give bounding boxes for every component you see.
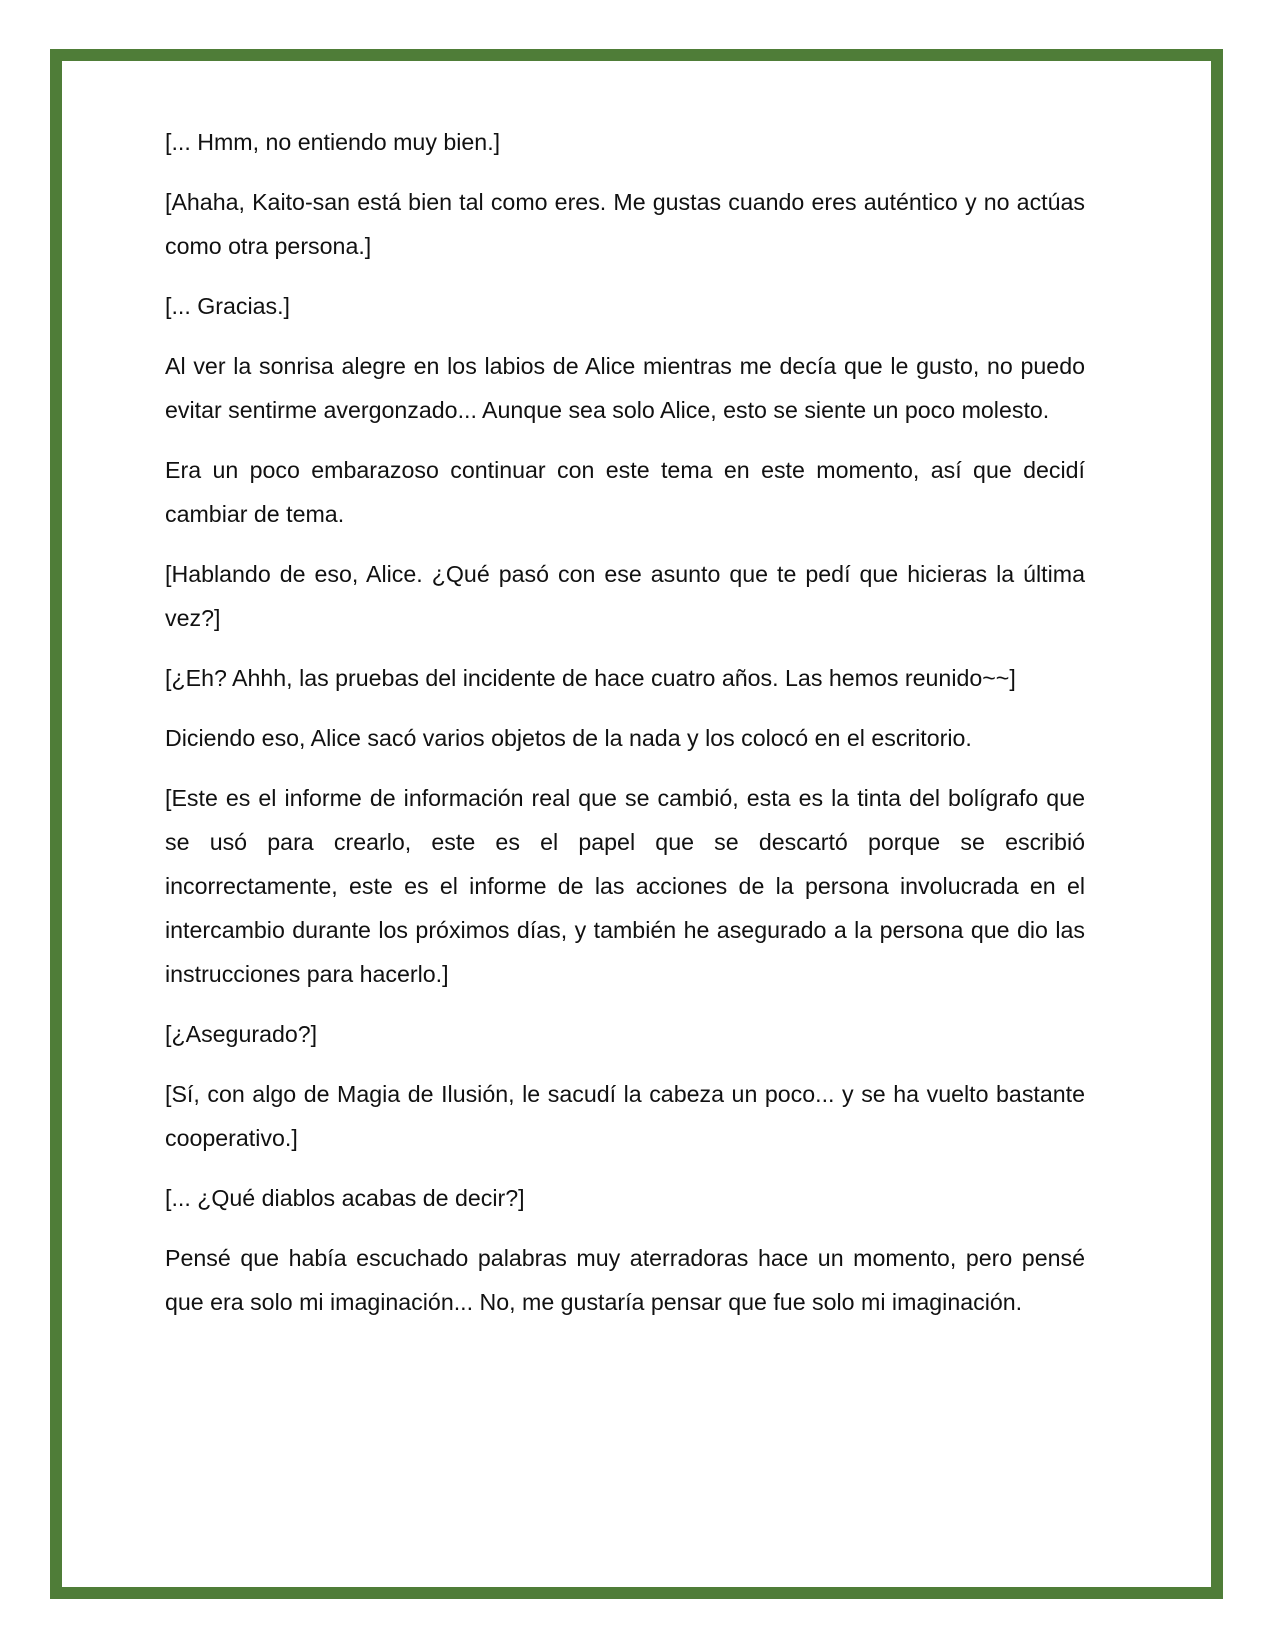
paragraph-12: [... ¿Qué diablos acabas de decir?] [165,1185,525,1211]
paragraph-11: [Sí, con algo de Magia de Ilusión, le sacudí la cabeza un poco... y se ha vuelto bastante cooperativo.] [165,1081,1085,1151]
paragraph-5: Era un poco embarazoso continuar con este tema en este momento, así que decidí cambiar de tema. [165,457,1085,527]
paragraph-6: [Hablando de eso, Alice. ¿Qué pasó con ese asunto que te pedí que hicieras la última vez?] [165,561,1085,631]
paragraph-8: Diciendo eso, Alice sacó varios objetos de la nada y los colocó en el escritorio. [165,725,972,751]
paragraph-4: Al ver la sonrisa alegre en los labios de Alice mientras me decía que le gusto, no puedo evitar sentirme avergonzado... Aunque sea solo Alice, esto se siente un poco molesto. [165,353,1085,423]
document-body [165,120,1085,1340]
paragraph-1: [... Hmm, no entiendo muy bien.] [165,129,501,155]
paragraph-2: [Ahaha, Kaito-san está bien tal como eres. Me gustas cuando eres auténtico y no actúas como otra persona.] [165,189,1085,259]
paragraph-3: [... Gracias.] [165,293,290,319]
paragraph-13: Pensé que había escuchado palabras muy aterradoras hace un momento, pero pensé que era solo mi imaginación... No, me gustaría pensar que fue solo mi imaginación. [165,1245,1085,1315]
paragraph-9: [Este es el informe de información real que se cambió, esta es la tinta del bolígrafo que se usó para crearlo, este es el papel que se descartó porque se escribió incorrectamente, este es el informe de las acciones de la persona involucrada en el intercambio durante los próximos días, y también he asegurado a la persona que dio las instrucciones para hacerlo.] [165,785,1085,987]
paragraph-7: [¿Eh? Ahhh, las pruebas del incidente de hace cuatro años. Las hemos reunido~~] [165,665,1016,691]
paragraph-10: [¿Asegurado?] [165,1021,318,1047]
